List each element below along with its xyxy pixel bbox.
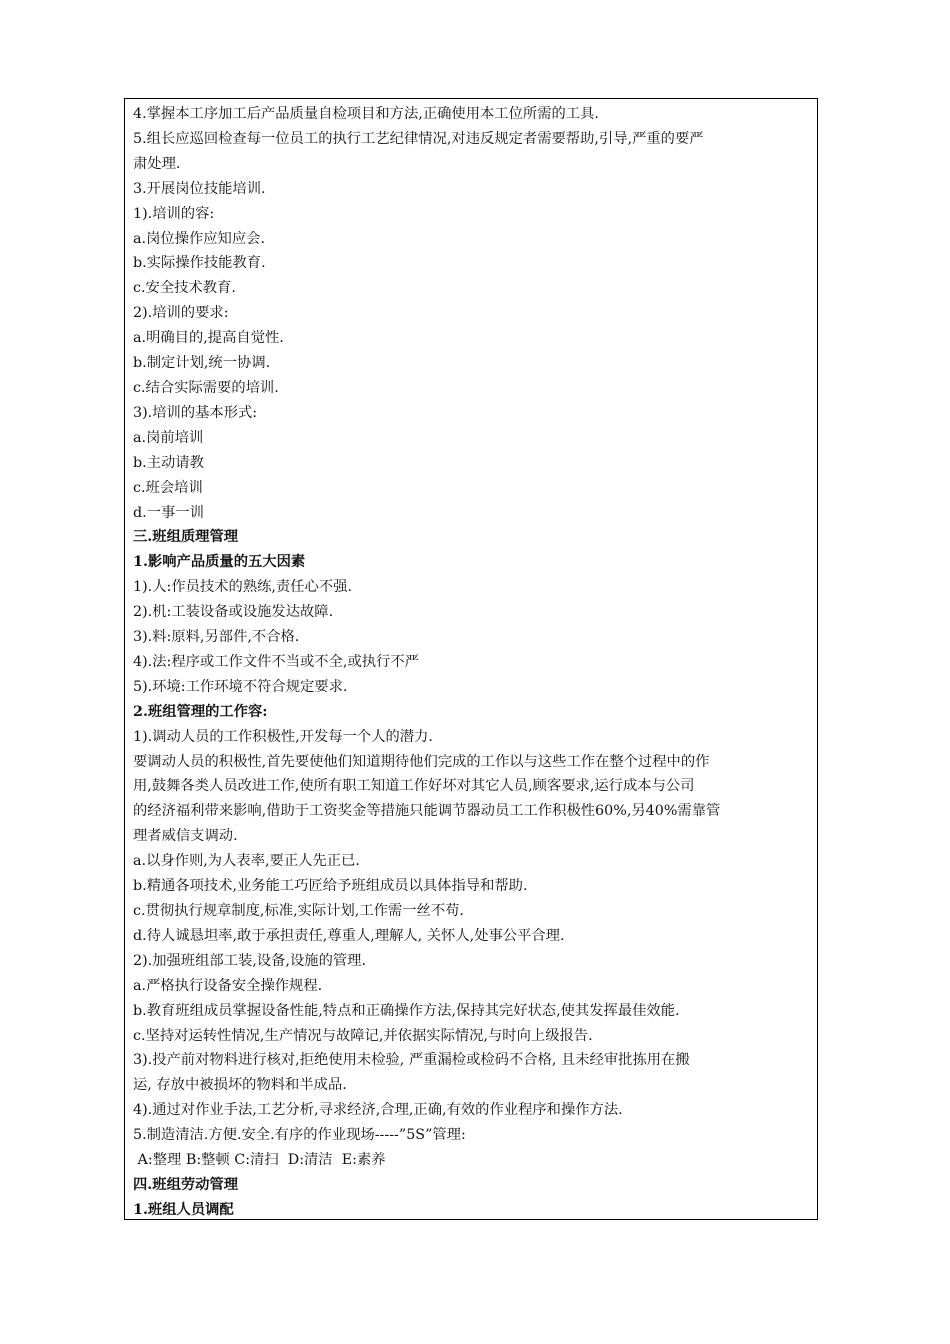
text-line: a.严格执行设备安全操作规程. [133, 977, 323, 994]
text-line: 2).机:工装设备或设施发达故障. [133, 604, 334, 621]
text-line: 1).调动人员的工作积极性,开发每一个人的潜力. [133, 728, 433, 745]
text-line: 5.组长应巡回检查每一位员工的执行工艺纪律情况,对违反规定者需要帮助,引导,严重的要严 [133, 130, 704, 147]
text-line: 3).投产前对物料进行核对,拒绝使用未检验, 严重漏检或检码不合格, 且未经审批拣用在搬 [133, 1052, 690, 1069]
text-line: b.实际操作技能教育. [133, 255, 266, 272]
text-line: a.岗前培训 [133, 429, 204, 446]
text-line: 要调动人员的积极性,首先要使他们知道期待他们完成的工作以与这些工作在整个过程中的作 [133, 753, 710, 770]
text-line: 运, 存放中被损坏的物料和半成品. [133, 1077, 347, 1094]
text-line: 4).通过对作业手法,工艺分析,寻求经济,合理,正确,有效的作业程序和操作方法. [133, 1102, 623, 1119]
text-line: c.班会培训 [133, 479, 203, 496]
text-line: 理者威信支调动. [133, 828, 238, 845]
text-line: 5.制造清洁.方便.安全.有序的作业现场-----”5S”管理: [133, 1127, 466, 1144]
text-line: 1).人:作员技术的熟练,责任心不强. [133, 579, 352, 596]
text-line: c.坚持对运转性情况,生产情况与故障记,并依据实际情况,与时向上级报告. [133, 1027, 593, 1044]
text-line: 的经济福利带来影响,借助于工资奖金等措施只能调节器动员工工作积极性60%,另40%需靠管 [133, 803, 721, 820]
text-line: c.贯彻执行规章制度,标准,实际计划,工作需一丝不苟. [133, 903, 464, 919]
text-line: a.岗位操作应知应会. [133, 230, 265, 247]
text-line: 3).培训的基本形式: [133, 404, 258, 421]
text-line: 4).法:程序或工作文件不当或不全,或执行不严 [133, 653, 419, 670]
text-line: 用,鼓舞各类人员改进工作,使所有职工知道工作好坏对其它人员,顾客要求,运行成本与公司 [133, 778, 695, 795]
text-line: 2).培训的要求: [133, 305, 229, 322]
text-line: a.明确目的,提高自觉性. [133, 330, 284, 347]
section-heading: 四.班组劳动管理 [133, 1176, 239, 1193]
text-line: b.精通各项技术,业务能工巧匠给予班组成员以具体指导和帮助. [133, 878, 528, 895]
text-line: 3.开展岗位技能培训. [133, 180, 266, 197]
text-line: d.待人诚恳坦率,敢于承担责任,尊重人,理解人, 关怀人,处事公平合理. [133, 927, 565, 944]
text-line: A:整理 B:整顿 C:清扫 D:清洁 E:素养 [133, 1152, 386, 1169]
text-line: b.主动请教 [133, 454, 204, 471]
section-heading: 2.班组管理的工作容: [133, 703, 268, 720]
text-line: a.以身作则,为人表率,要正人先正已. [133, 853, 360, 870]
document-table-cell [124, 98, 818, 1220]
section-heading: 1.班组人员调配 [133, 1201, 234, 1218]
section-heading: 三.班组质理管理 [133, 529, 239, 546]
text-line: 3).料:原料,另部件,不合格. [133, 629, 300, 646]
text-line: c.结合实际需要的培训. [133, 379, 279, 396]
section-heading: 1.影响产品质量的五大因素 [133, 554, 306, 571]
text-line: d.一事一训 [133, 504, 204, 521]
text-line: c.安全技术教育. [133, 280, 236, 297]
text-line: 2).加强班组部工装,设备,设施的管理. [133, 952, 367, 969]
text-line: 5).环境:工作环境不符合规定要求. [133, 678, 348, 695]
text-line: 4.掌握本工序加工后产品质量自检项目和方法,正确使用本工位所需的工具. [133, 106, 599, 122]
text-line: 肃处理. [133, 155, 181, 172]
text-line: 1).培训的容: [133, 205, 215, 222]
text-line: b.教育班组成员掌握设备性能,特点和正确操作方法,保持其完好状态,使其发挥最佳效能. [133, 1002, 680, 1019]
text-line: b.制定计划,统一协调. [133, 355, 271, 372]
